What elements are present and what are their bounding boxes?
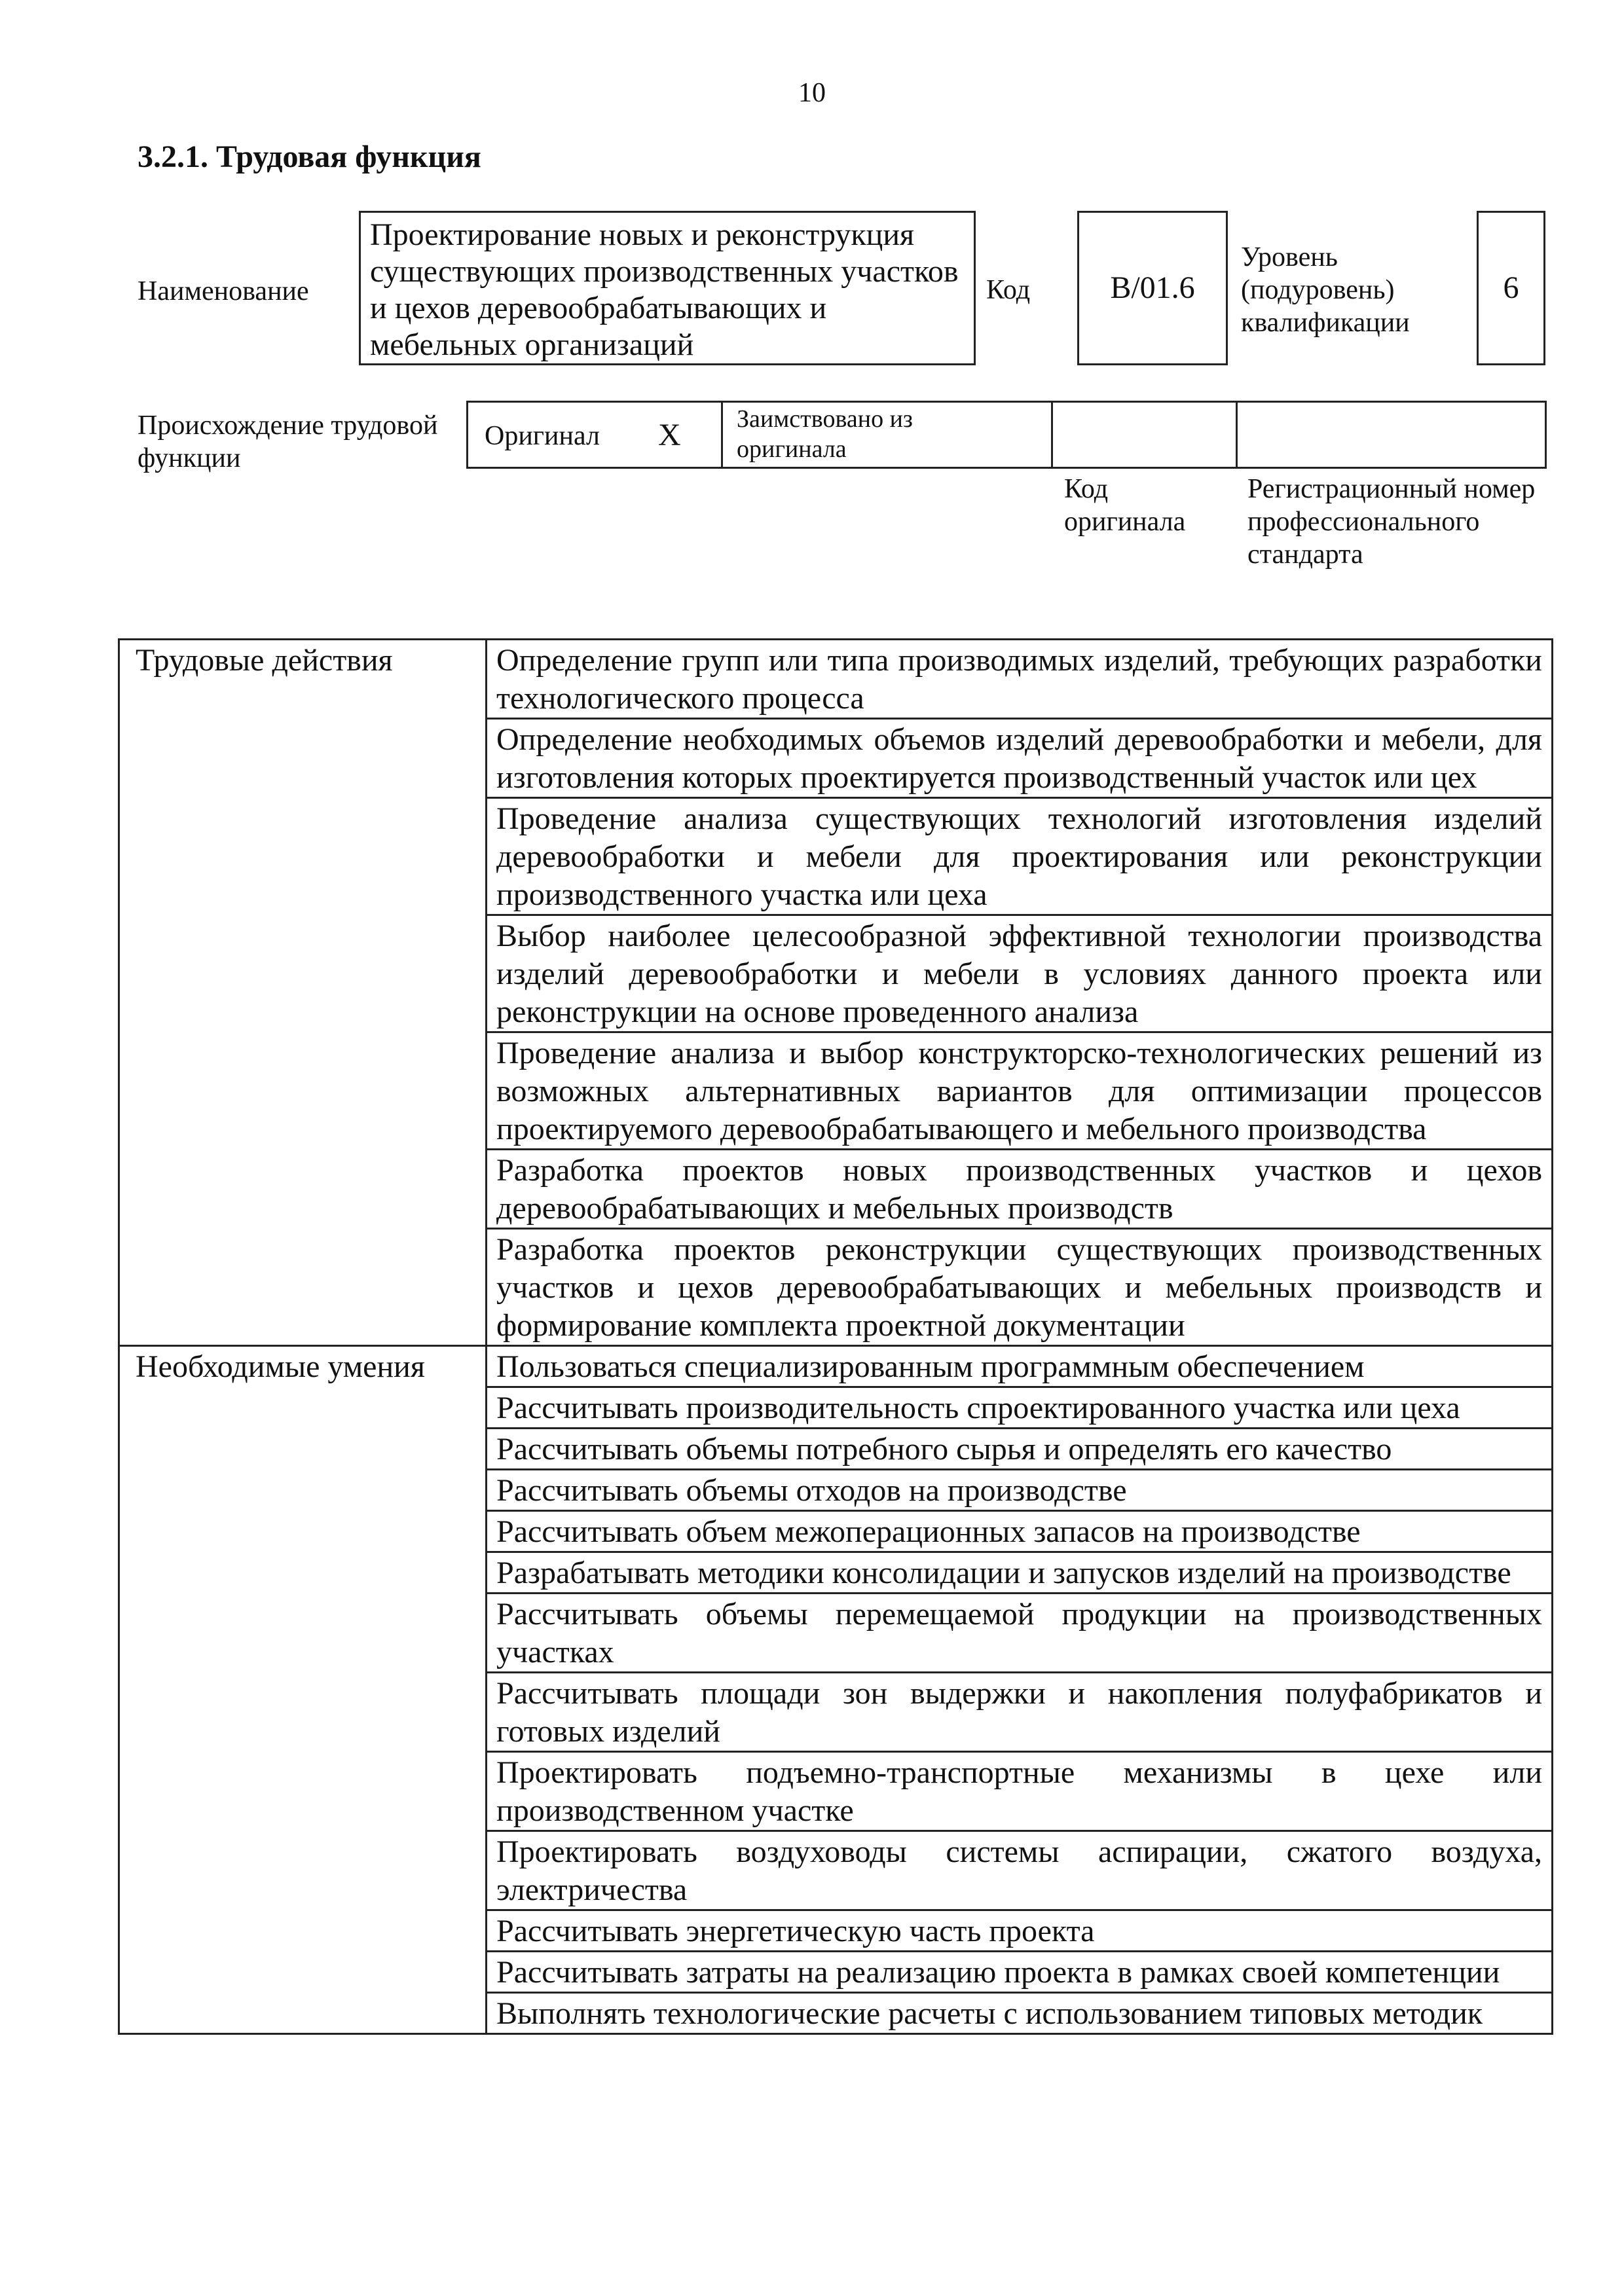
original-code-label: Код оригинала [1064,474,1186,537]
section-title: Трудовые действия [119,640,487,1346]
section-item: Пользоваться специализированным программным обеспечением [487,1346,1553,1387]
borrowed-label: Заимствовано из оригинала [737,405,913,463]
table-row [119,1346,1553,1387]
section-item: Выполнять технологические расчеты с использованием типовых методик [487,1993,1553,2034]
section-item: Разработка проектов новых производственных участков и цехов деревообрабатывающих и мебельных производств [487,1150,1553,1229]
original-label: Оригинал [485,421,600,451]
code-value-box: B/01.6 [1077,211,1228,365]
function-table [118,638,1553,2035]
section-item: Выбор наиболее целесообразной эффективной технологии производства изделий деревообработки и мебели в условиях данного проекта или реконструкции на основе проведенного анализа [487,915,1553,1032]
original-mark: X [658,418,681,452]
section-item: Рассчитывать энергетическую часть проекта [487,1910,1553,1952]
section-item: Рассчитывать объемы потребного сырья и определять его качество [487,1429,1553,1470]
section-heading: 3.2.1. Трудовая функция [138,139,481,174]
section-item: Рассчитывать объемы отходов на производстве [487,1470,1553,1511]
level-label: Уровень (подуровень) квалификации [1241,242,1410,338]
cell-divider [721,403,723,467]
code-label: Код [986,275,1031,305]
section-item: Проведение анализа и выбор конструкторско-технологических решений из возможных альтернативных вариантов для оптимизации процессов проектируемого деревообрабатывающего и мебельного производства [487,1032,1553,1150]
section-item: Проектировать подъемно-транспортные механизмы в цехе или производственном участке [487,1752,1553,1831]
section-item: Рассчитывать объемы перемещаемой продукции на производственных участках [487,1594,1553,1673]
section-item: Разработка проектов реконструкции существующих производственных участков и цехов деревообрабатывающих и мебельных производств и формирование комплекта проектной документации [487,1229,1553,1346]
section-item: Определение групп или типа производимых изделий, требующих разработки технологического процесса [487,640,1553,719]
section-item: Рассчитывать площади зон выдержки и накопления полуфабрикатов и готовых изделий [487,1673,1553,1752]
section-item: Рассчитывать объем межоперационных запасов на производстве [487,1511,1553,1552]
level-value-box: 6 [1477,211,1545,365]
table-row [119,640,1553,719]
reg-number-label: Регистрационный номер профессионального стандарта [1247,474,1536,570]
section-item: Рассчитывать производительность спроектированного участка или цеха [487,1387,1553,1429]
cell-divider [1236,403,1238,467]
function-name-box: Проектирование новых и реконструкция существующих производственных участков и цехов деревообрабатывающих и мебельных организаций [359,211,976,365]
section-item: Проектировать воздуховоды системы аспирации, сжатого воздуха, электричества [487,1831,1553,1910]
origin-label: Происхождение трудовой функции [138,410,438,473]
section-item: Разрабатывать методики консолидации и запусков изделий на производстве [487,1552,1553,1594]
origin-row [466,401,1547,469]
section-title: Необходимые умения [119,1346,487,2034]
section-item: Проведение анализа существующих технологий изготовления изделий деревообработки и мебели для проектирования или реконструкции производственного участка или цеха [487,798,1553,915]
cell-divider [1051,403,1053,467]
page-number: 10 [798,78,826,108]
name-label: Наименование [138,276,309,306]
section-item: Определение необходимых объемов изделий деревообработки и мебели, для изготовления которых проектируется производственный участок или цех [487,719,1553,798]
section-item: Рассчитывать затраты на реализацию проекта в рамках своей компетенции [487,1952,1553,1993]
